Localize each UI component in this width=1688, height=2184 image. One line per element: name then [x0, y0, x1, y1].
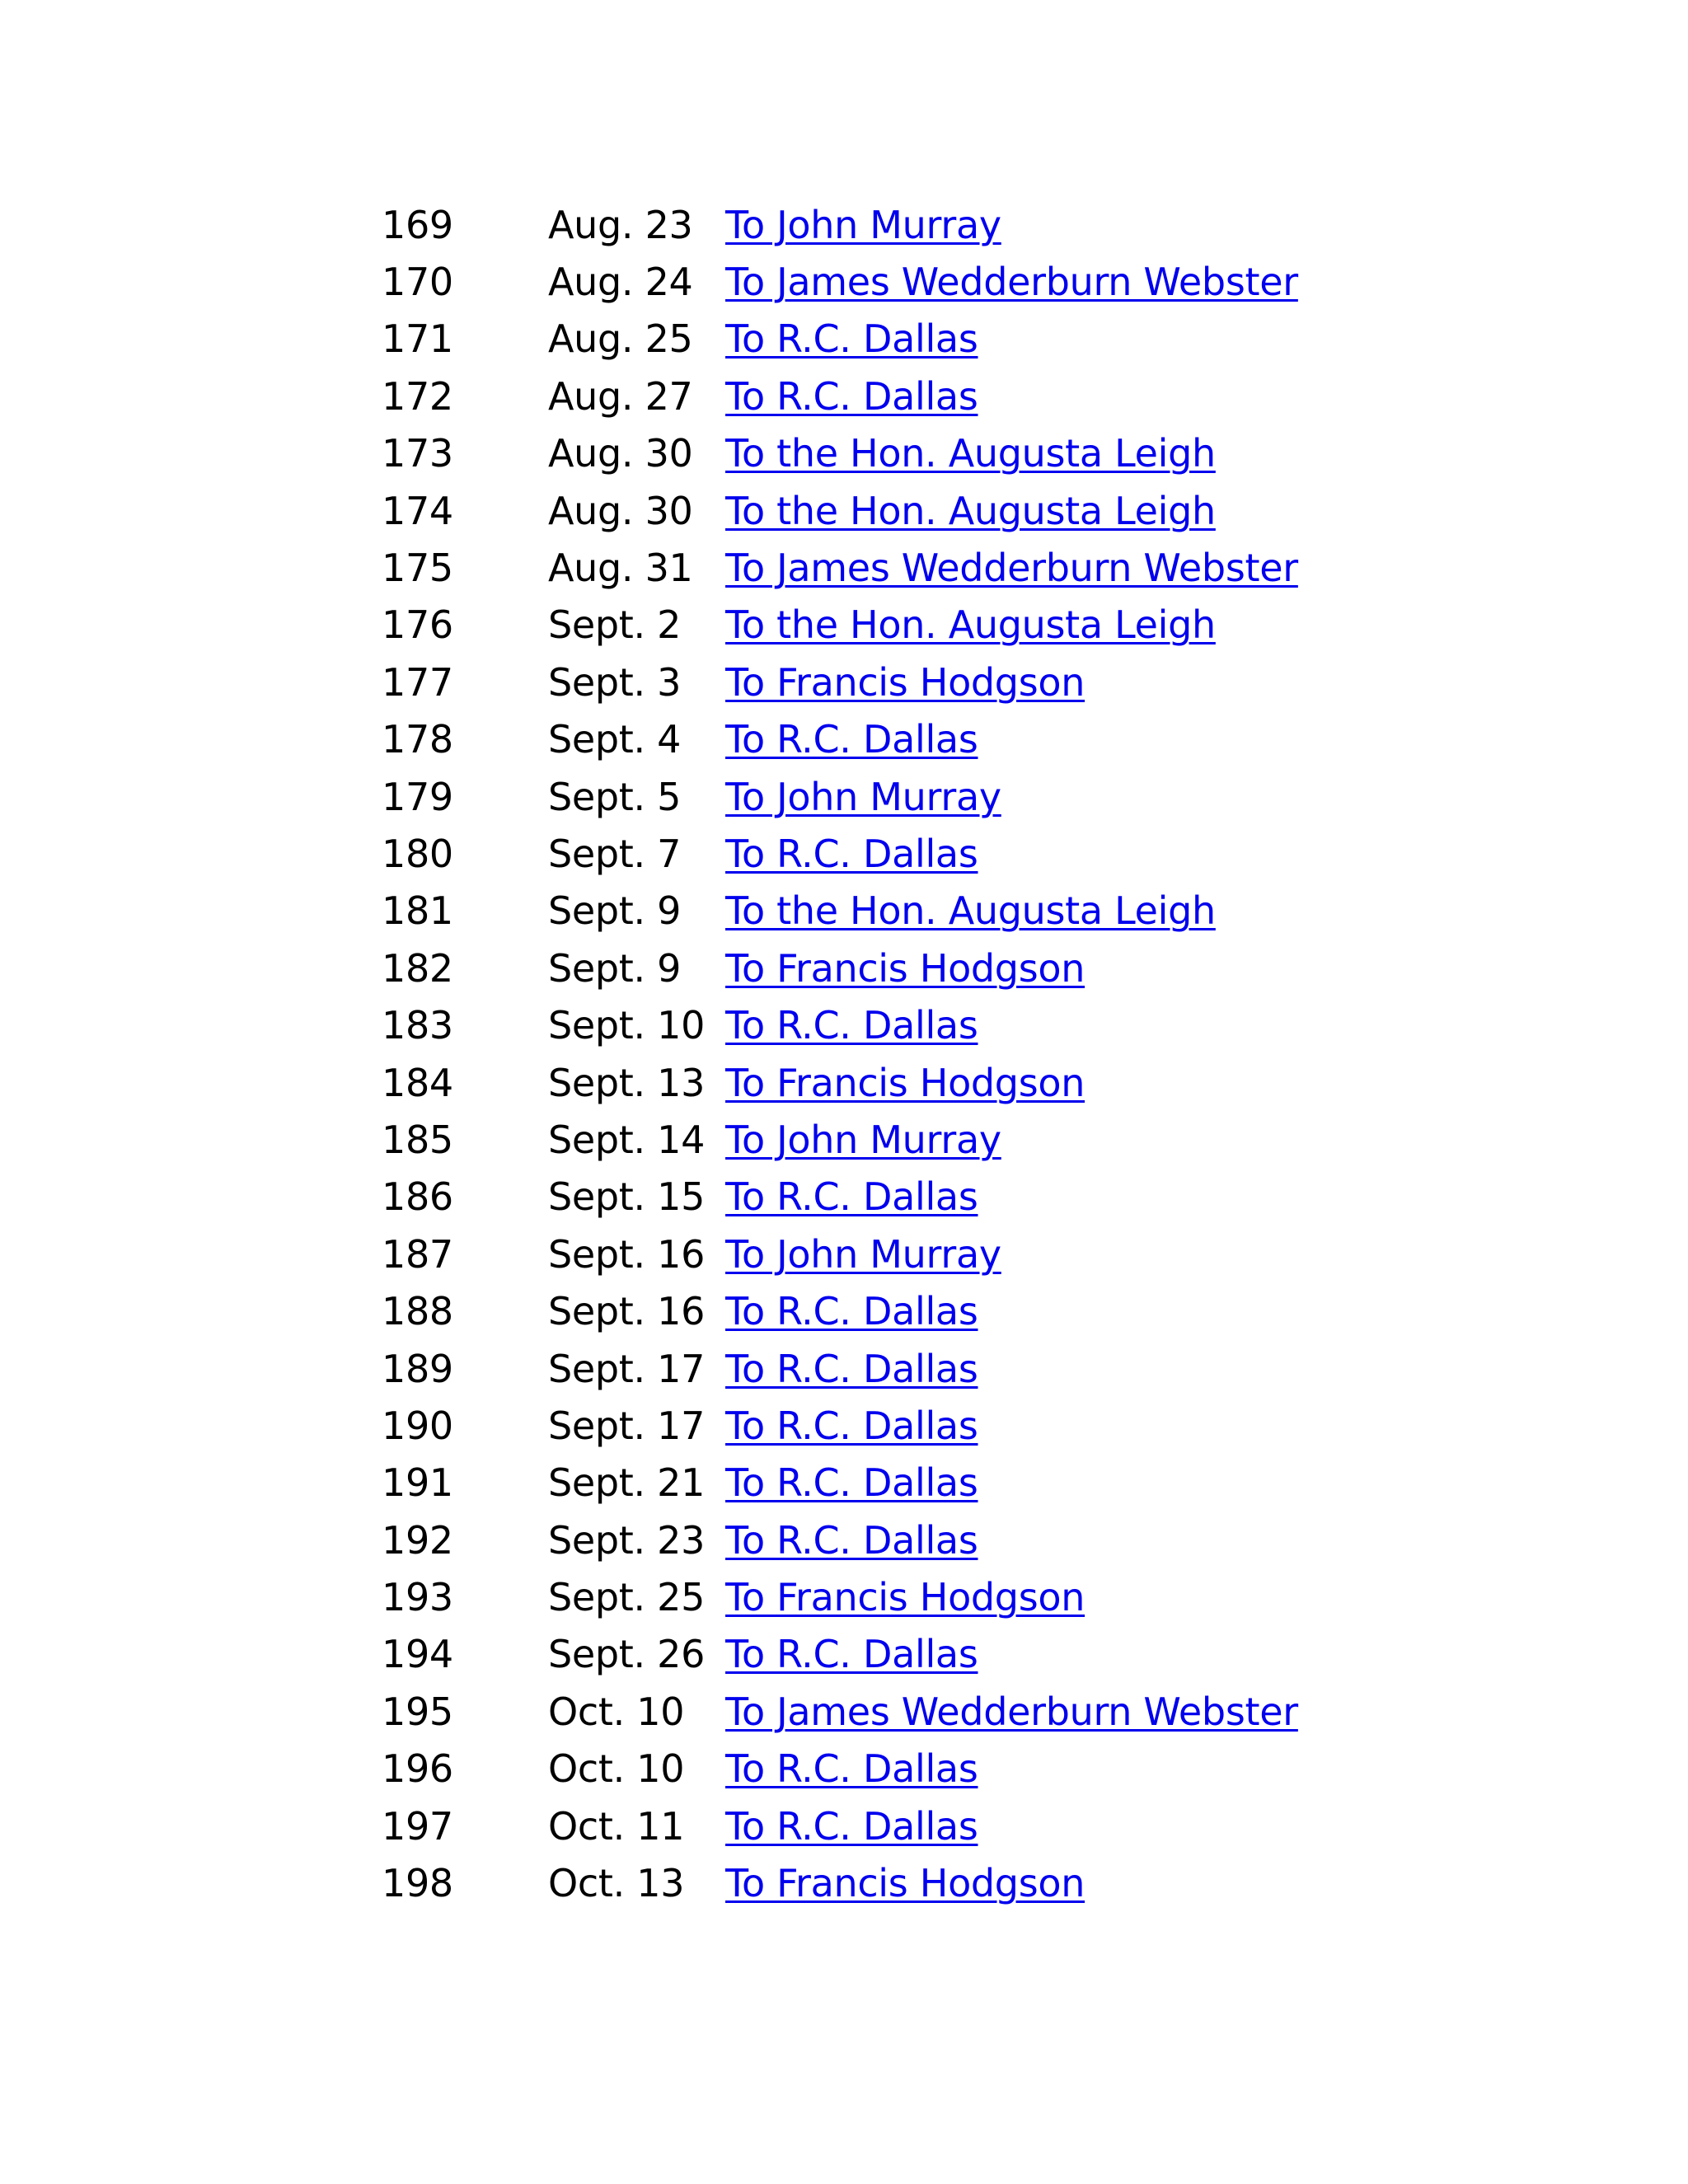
table-row [382, 368, 1298, 424]
table-row [382, 1282, 1298, 1339]
table-row [382, 1568, 1298, 1625]
letter-link[interactable]: To the Hon. Augusta Leigh [725, 431, 1216, 476]
letter-number: 177 [382, 659, 453, 705]
table-row [382, 768, 1298, 825]
letter-date: Sept. 23 [548, 1517, 706, 1563]
table-row [382, 883, 1298, 940]
letter-date: Sept. 16 [548, 1231, 706, 1277]
table-row [382, 482, 1298, 539]
letter-date: Aug. 31 [548, 546, 693, 591]
letter-link[interactable]: To R.C. Dallas [725, 373, 978, 419]
letter-link[interactable]: To R.C. Dallas [725, 1289, 978, 1334]
letter-link[interactable]: To R.C. Dallas [725, 1174, 978, 1220]
letter-date: Sept. 25 [548, 1575, 706, 1620]
letter-number: 196 [382, 1746, 453, 1792]
letter-link[interactable]: To R.C. Dallas [725, 1460, 978, 1506]
table-row [382, 1626, 1298, 1683]
table-row [382, 1169, 1298, 1226]
letter-link[interactable]: To R.C. Dallas [725, 717, 978, 762]
table-row [382, 825, 1298, 882]
letter-link[interactable]: To John Murray [725, 774, 1001, 819]
letter-number: 194 [382, 1632, 453, 1677]
letter-number: 172 [382, 373, 453, 419]
letter-date: Sept. 21 [548, 1460, 706, 1506]
table-row [382, 253, 1298, 310]
letter-date: Oct. 10 [548, 1689, 685, 1734]
letter-number: 180 [382, 831, 453, 876]
letter-date: Oct. 10 [548, 1746, 685, 1792]
letter-number: 184 [382, 1060, 453, 1105]
letter-date: Sept. 7 [548, 831, 682, 876]
table-row [382, 1854, 1298, 1911]
letter-link[interactable]: To R.C. Dallas [725, 316, 978, 362]
letter-date: Sept. 17 [548, 1403, 706, 1448]
letter-number: 193 [382, 1575, 453, 1620]
letter-date: Sept. 5 [548, 774, 682, 819]
table-row [382, 1054, 1298, 1111]
letter-link[interactable]: To R.C. Dallas [725, 1346, 978, 1391]
letter-number: 197 [382, 1803, 453, 1849]
letter-date: Sept. 2 [548, 602, 682, 648]
table-row [382, 654, 1298, 710]
letter-date: Sept. 4 [548, 717, 682, 762]
letter-date: Aug. 30 [548, 488, 693, 533]
letter-link[interactable]: To Francis Hodgson [725, 1861, 1085, 1906]
letter-date: Sept. 17 [548, 1346, 706, 1391]
letter-link[interactable]: To the Hon. Augusta Leigh [725, 602, 1216, 648]
letter-number: 181 [382, 888, 453, 934]
letter-date: Aug. 30 [548, 431, 693, 476]
letter-number: 189 [382, 1346, 453, 1391]
letter-link[interactable]: To R.C. Dallas [725, 1746, 978, 1792]
table-row [382, 1226, 1298, 1282]
letter-number: 188 [382, 1289, 453, 1334]
letter-date: Sept. 13 [548, 1060, 706, 1105]
letter-number: 178 [382, 717, 453, 762]
letter-date: Aug. 25 [548, 316, 693, 362]
letter-link[interactable]: To the Hon. Augusta Leigh [725, 488, 1216, 533]
letter-rows [382, 196, 1298, 1912]
letter-link[interactable]: To Francis Hodgson [725, 1575, 1085, 1620]
letter-number: 173 [382, 431, 453, 476]
letter-number: 171 [382, 316, 453, 362]
table-row [382, 425, 1298, 482]
letter-link[interactable]: To R.C. Dallas [725, 1803, 978, 1849]
letter-link[interactable]: To John Murray [725, 1117, 1001, 1162]
table-row [382, 1111, 1298, 1168]
letter-link[interactable]: To R.C. Dallas [725, 1517, 978, 1563]
letter-date: Aug. 27 [548, 373, 693, 419]
letter-link[interactable]: To R.C. Dallas [725, 831, 978, 876]
table-row [382, 597, 1298, 654]
letter-index-table [382, 196, 1298, 1912]
letter-date: Oct. 11 [548, 1803, 685, 1849]
table-row [382, 539, 1298, 596]
letter-date: Sept. 16 [548, 1289, 706, 1334]
letter-number: 183 [382, 1003, 453, 1048]
letter-date: Sept. 15 [548, 1174, 706, 1220]
letter-number: 169 [382, 202, 453, 247]
letter-number: 192 [382, 1517, 453, 1563]
letter-link[interactable]: To Francis Hodgson [725, 659, 1085, 705]
letter-link[interactable]: To R.C. Dallas [725, 1403, 978, 1448]
table-row [382, 940, 1298, 996]
table-row [382, 1741, 1298, 1797]
table-row [382, 1397, 1298, 1454]
table-row [382, 1340, 1298, 1397]
table-row [382, 311, 1298, 368]
letter-date: Aug. 23 [548, 202, 693, 247]
letter-link[interactable]: To the Hon. Augusta Leigh [725, 888, 1216, 934]
letter-number: 185 [382, 1117, 453, 1162]
letter-link[interactable]: To James Wedderburn Webster [725, 546, 1298, 591]
table-row [382, 196, 1298, 253]
letter-number: 170 [382, 260, 453, 305]
letter-number: 186 [382, 1174, 453, 1220]
letter-link[interactable]: To John Murray [725, 1231, 1001, 1277]
table-row [382, 711, 1298, 768]
letter-number: 187 [382, 1231, 453, 1277]
letter-link[interactable]: To R.C. Dallas [725, 1003, 978, 1048]
letter-link[interactable]: To John Murray [725, 202, 1001, 247]
letter-number: 179 [382, 774, 453, 819]
table-row [382, 1455, 1298, 1511]
letter-link[interactable]: To James Wedderburn Webster [725, 1689, 1298, 1734]
table-row [382, 1797, 1298, 1854]
letter-date: Sept. 9 [548, 888, 682, 934]
letter-link[interactable]: To Francis Hodgson [725, 945, 1085, 991]
letter-date: Oct. 13 [548, 1861, 685, 1906]
letter-date: Sept. 26 [548, 1632, 706, 1677]
letter-link[interactable]: To Francis Hodgson [725, 1060, 1085, 1105]
letter-link[interactable]: To R.C. Dallas [725, 1632, 978, 1677]
letter-date: Sept. 10 [548, 1003, 706, 1048]
letter-number: 190 [382, 1403, 453, 1448]
letter-number: 176 [382, 602, 453, 648]
table-row [382, 1511, 1298, 1568]
letter-number: 182 [382, 945, 453, 991]
letter-number: 191 [382, 1460, 453, 1506]
letter-number: 175 [382, 546, 453, 591]
table-row [382, 1683, 1298, 1740]
letter-date: Sept. 9 [548, 945, 682, 991]
letter-date: Sept. 14 [548, 1117, 706, 1162]
letter-date: Sept. 3 [548, 659, 682, 705]
letter-number: 174 [382, 488, 453, 533]
letter-number: 195 [382, 1689, 453, 1734]
letter-link[interactable]: To James Wedderburn Webster [725, 260, 1298, 305]
letter-number: 198 [382, 1861, 453, 1906]
table-row [382, 996, 1298, 1053]
letter-date: Aug. 24 [548, 260, 693, 305]
